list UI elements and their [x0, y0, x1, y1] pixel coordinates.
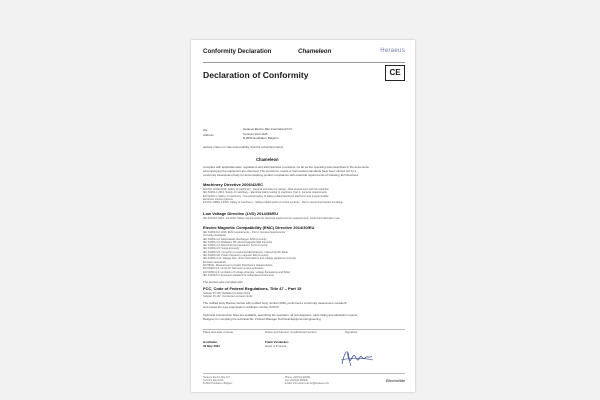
ce-mark-icon: CE	[385, 65, 405, 81]
list-item: Immunity standards:	[203, 234, 227, 238]
address-label: Address	[203, 133, 214, 137]
list-item: Subpart 15.107: Conducted emission limits	[203, 295, 253, 299]
declare-text: declare under our sole responsibility, that the industrial product	[203, 145, 284, 149]
fcc-heading: FCC, Code of Federal Regulations, Title 47 – Part 15	[203, 286, 302, 291]
address-line-2: B-3530 Houthalen, Belgium	[243, 136, 279, 140]
technical-line: Designer for compiling the technical file: Product Manager Technical Equipment Engineering.	[203, 317, 322, 321]
authorised-person-name: Frank Vandeckes	[265, 340, 289, 344]
list-item: EN ISO 13849-1:2015: Safety of machinery - Safety-related parts of control systems - Part 1: General principles for design	[203, 201, 344, 205]
header-title: Conformity Declaration	[203, 48, 272, 55]
authorised-person-function: Head of Process	[265, 344, 287, 348]
address-line-1: Centrum Zuid 1105	[243, 132, 268, 136]
list-item: EN 61000-3-2: Limits for harmonic current emissions	[203, 267, 264, 271]
list-item: EN 61326-1: Safety of machinery - Functional safety of safety-related electrical, electronic and programmable	[203, 194, 329, 198]
list-item: IEC 60204-1:2016: Safety of machinery - Electrical safety testing of machines, Part 1: General requirements	[203, 191, 327, 195]
intro-line: Complies with applicable laws, regulations and administrative provisions. As far as the operating tests described in the documents	[203, 165, 369, 169]
footer-line: Heraeus Electro-Nite N.V.	[203, 376, 231, 379]
handwritten-signature	[339, 344, 375, 370]
list-item: IEC 61000-6-2:2016: EMC requirements - Part 2: General requirements	[203, 231, 286, 234]
heraeus-logo: Heraeus	[380, 48, 405, 54]
list-item: IEC 61010-1:2010 / A1:2016: Safety requirements for electrical equipment for measurement, control and laboratory use	[203, 217, 340, 220]
list-item: IEC 61000-4-11: Voltage dips, short interruptions and voltage variations immunity	[203, 257, 296, 261]
section-items-machinery	[203, 188, 343, 204]
list-item: Subpart 15.109: Radiated emission limits	[203, 292, 251, 295]
list-item: electronic control systems	[203, 197, 233, 201]
list-item: IEC 61000-6-4: Emission standard for industrial environments	[203, 273, 274, 277]
footer-address	[203, 376, 232, 385]
product-name: Chameleon	[256, 157, 279, 162]
list-item: IEC 61000-4-2: Electrostatic discharges, ESD immunity	[203, 237, 267, 241]
we-label: We	[203, 128, 208, 132]
intro-line: accompanying the equipment are observed. The provisions, needs or harmonised standards have been carried out by a	[203, 169, 357, 173]
declaration-document	[191, 40, 415, 392]
list-item: IEC 61000-4-3: Radiated, RF electromagnetic field immunity	[203, 240, 273, 244]
section-heading-lvd: Low Voltage Directive (LVD) 2014/35/EU	[203, 211, 278, 216]
signature-label: Signature	[345, 330, 358, 334]
notified-body-line: The notified body Bureau Veritas with notified body number 0066, performed a conformity assessment module B	[203, 301, 347, 305]
footer-line: E-Mail: info.electro-nite.be@heraeus.com	[285, 382, 330, 385]
footer-divider	[203, 373, 405, 374]
section-heading-emc: Electro Magnetic Compatibility (EMC) Directive 2014/30/EU	[203, 225, 315, 230]
list-item: IEC 61000-4-8: Power frequency magnetic field immunity	[203, 254, 269, 258]
section-items-emc	[203, 231, 296, 277]
issue-date: 30 May 2022	[203, 344, 220, 348]
technical-line: Technical Construction Files are available, describing the operation, all sub-diagrams, parts listing and attestation reports.	[203, 313, 359, 317]
footer-line: Fax +32(0)11 600200	[285, 379, 308, 382]
list-item: EN 55011: Measurement of radio disturbance characteristics	[203, 263, 273, 267]
authorised-person-label: Name and function of authorised person	[265, 330, 317, 334]
footer-line: Centrum Zuid 1105	[203, 379, 224, 382]
section-items-lvd	[203, 217, 340, 220]
list-item: EN 61000-3-3: Limitation of voltage changes, voltage fluctuations and flicker	[203, 270, 291, 274]
footer-line: B-3530 Houthalen, Belgium	[203, 382, 233, 385]
list-item: IEC 61000-4-5: Surge immunity	[203, 247, 240, 251]
footer-line: Phone +32(0)11 600211	[285, 376, 311, 379]
issue-place: Houthalen,	[203, 340, 218, 344]
notified-body-line: and issued the type examination certificate number XXXXX.	[203, 305, 280, 309]
list-item: EN ISO 12100:2010: Safety of machinery - General principles for design - Risk assessment and risk reduction	[203, 188, 330, 191]
footer-contact	[285, 376, 329, 385]
fcc-items	[203, 292, 252, 299]
place-date-label: Place and date of issue	[203, 330, 234, 334]
electronite-logo: ElectroNite	[386, 379, 405, 383]
we-value: Heraeus Electro-Nite International N.V.	[243, 127, 293, 131]
intro-line: conformity assessment body for demonstrating product compliance with essential requirements of following EU Directives:	[203, 173, 360, 177]
header-product-title: Chameleon	[298, 48, 332, 55]
list-item: IEC 61000-4-4: Electrical fast transients / burst immunity	[203, 244, 268, 248]
list-item: Emission standards:	[203, 260, 227, 264]
also-complies-text: The product also complies with	[203, 280, 243, 284]
list-item: IEC 61000-4-6: Immunity to conducted disturbances, induced by RF fields	[203, 250, 288, 254]
page-title: Declaration of Conformity	[203, 70, 309, 80]
document-header	[203, 48, 405, 63]
section-heading-machinery: Machinery Directive 2006/42/EC	[203, 182, 264, 187]
